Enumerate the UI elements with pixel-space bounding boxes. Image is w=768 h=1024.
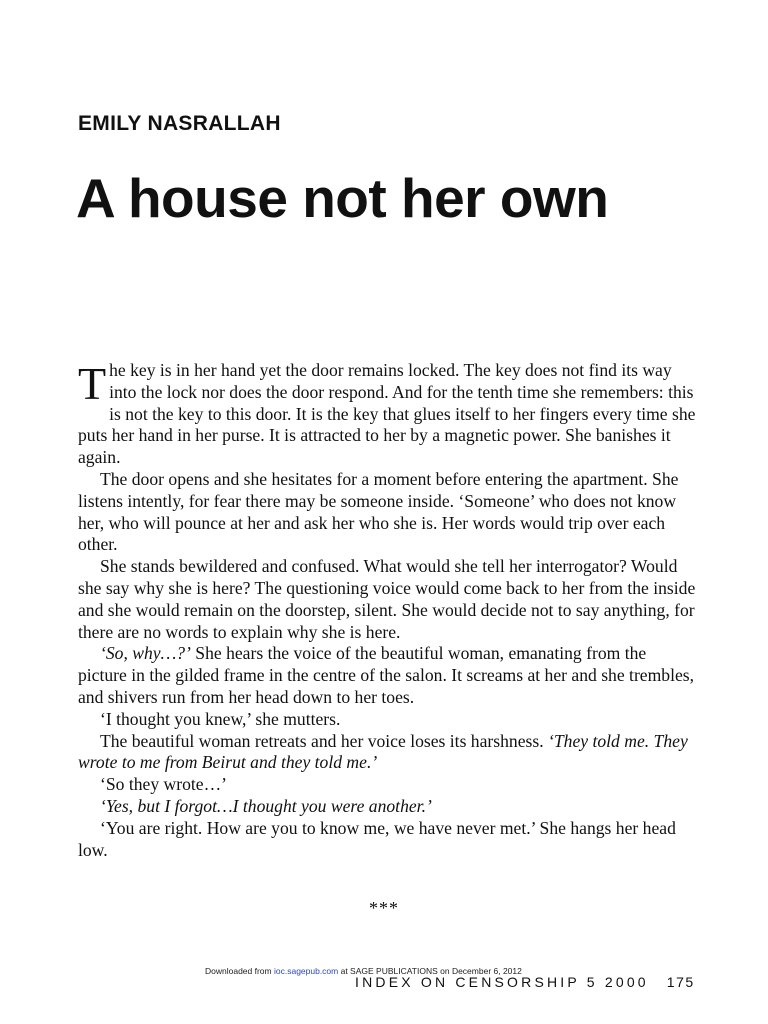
paragraph-text: he key is in her hand yet the door remains locked. The key does not find its way into the lock nor does the door respond. And for the tenth time she remembers: this is not the key to this door. It is the key that glues itself to her fingers every time she puts her hand in her purse. It is attracted to her by a magnetic power. She banishes it again. — [78, 360, 696, 468]
article-body — [78, 360, 696, 861]
paragraph — [78, 796, 696, 818]
section-separator: *** — [369, 898, 399, 918]
author-name: EMILY NASRALLAH — [78, 112, 281, 135]
drop-cap: T — [78, 358, 107, 409]
paragraph-text: She hears the voice of the beautiful woman, emanating from the picture in the gilded frame in the centre of the salon. It screams at her and she trembles, and shivers run from her head down to her toes. — [78, 643, 695, 707]
journal-name: INDEX ON CENSORSHIP 5 2000 — [355, 974, 649, 990]
page-number: 175 — [666, 974, 695, 990]
paragraph: ‘You are right. How are you to know me, we have never met.’ She hangs her head low. — [78, 817, 676, 860]
page-footer — [355, 974, 695, 990]
paragraph: ‘So they wrote…’ — [100, 774, 228, 795]
paragraph: The door opens and she hesitates for a moment before entering the apartment. She listens intently, for fear there may be someone inside. ‘Someone’ who does not know her, who will pounce at her and ask her who she is. Her words would trip over each other. — [78, 468, 679, 555]
italic-text: ‘They told me. They wrote to me from Beirut and they told me.’ — [78, 730, 688, 773]
paragraph-text: The beautiful woman retreats and her voice loses its harshness. — [100, 730, 549, 751]
italic-text: ‘So, why…?’ — [100, 643, 191, 664]
download-suffix: at SAGE PUBLICATIONS on December 6, 2012 — [338, 966, 522, 976]
download-link[interactable]: ioc.sagepub.com — [273, 966, 339, 976]
article-title: A house not her own — [76, 167, 609, 229]
paragraph — [78, 731, 696, 775]
paragraph — [78, 643, 696, 708]
paragraph: She stands bewildered and confused. What would she tell her interrogator? Would she say why she is here? The questioning voice would come back to her from the inside and she would remain on the doorstep, silent. She would decide not to say anything, for there are no words to explain why she is here. — [78, 556, 696, 642]
download-prefix: Downloaded from — [205, 966, 274, 976]
paragraph — [78, 360, 696, 469]
italic-text: ‘Yes, but I forgot…I thought you were another.’ — [100, 795, 432, 816]
paragraph: ‘I thought you knew,’ she mutters. — [100, 708, 341, 729]
